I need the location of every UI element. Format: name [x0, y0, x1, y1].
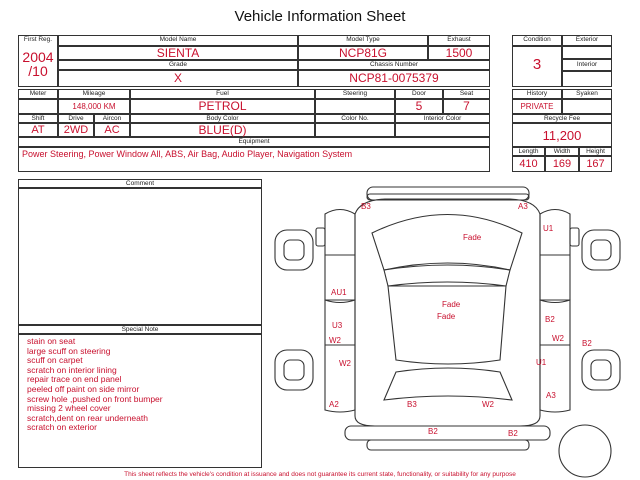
- special-note-label: Special Note: [121, 326, 159, 333]
- model-type-label: Model Type: [346, 36, 380, 43]
- wheel-rear-left: [275, 350, 313, 390]
- wheel-front-left-hub: [284, 240, 304, 260]
- hood: [388, 286, 506, 364]
- shift-value: AT: [31, 124, 45, 136]
- mileage-value: 148,000 KM: [72, 102, 116, 111]
- special-note-item: scratch,dent on rear underneath: [27, 412, 148, 423]
- left-rear-panel: [325, 300, 355, 412]
- damage-mark: A3: [518, 202, 528, 211]
- interior-label: Interior: [576, 61, 598, 68]
- wheel-rear-left-hub: [284, 360, 304, 380]
- damage-mark: W2: [339, 359, 351, 368]
- damage-mark: B2: [428, 427, 438, 436]
- fuel-label: Fuel: [216, 90, 229, 97]
- rear-bumper: [345, 426, 550, 440]
- seat-label: Seat: [459, 90, 474, 97]
- drive-value: 2WD: [63, 124, 89, 136]
- steering-label: Steering: [342, 90, 368, 97]
- syaken-label: Syaken: [576, 90, 598, 97]
- damage-mark: U3: [332, 321, 343, 330]
- condition-label: Condition: [523, 36, 551, 43]
- comment-label: Comment: [125, 180, 155, 187]
- first-reg-month: /10: [28, 63, 48, 79]
- meter-label: Meter: [29, 90, 47, 97]
- windshield: [372, 215, 522, 271]
- damage-mark: A3: [546, 391, 556, 400]
- door-label: Door: [411, 90, 427, 97]
- history-value: PRIVATE: [520, 102, 554, 111]
- grade-label: Grade: [168, 61, 188, 68]
- special-note-item: scratch on exterior: [27, 422, 97, 433]
- history-label: History: [526, 90, 548, 97]
- sheet-title: Vehicle Information Sheet: [234, 8, 406, 25]
- equipment-value: Power Steering, Power Window All, ABS, Air Bag, Audio Player, Navigation System: [22, 149, 353, 159]
- special-note-item: screw hole ,pushed on front bumper: [27, 393, 163, 404]
- model-name-label: Model Name: [159, 36, 197, 43]
- wheel-front-right: [582, 230, 620, 270]
- damage-mark: W2: [482, 400, 494, 409]
- hood-line: [384, 265, 510, 286]
- drive-label: Drive: [68, 114, 84, 122]
- damage-mark: U1: [543, 224, 554, 233]
- chassis-number-value: NCP81-0075379: [349, 71, 439, 85]
- wheel-front-left: [275, 230, 313, 270]
- wheel-rear-right: [582, 350, 620, 390]
- body-color-value: BLUE(D): [198, 123, 247, 137]
- damage-mark: B2: [582, 339, 592, 348]
- length-value: 410: [519, 158, 538, 170]
- spare-wheel: [559, 425, 611, 477]
- aircon-value: AC: [104, 124, 120, 136]
- first-reg-year: 2004: [22, 49, 54, 65]
- width-label: Width: [553, 148, 571, 155]
- length-label: Length: [518, 148, 539, 155]
- recycle-fee-label: Recycle Fee: [543, 114, 581, 122]
- condition-value: 3: [532, 56, 542, 73]
- fuel-value: PETROL: [198, 99, 247, 113]
- chassis-number-label: Chassis Number: [369, 61, 419, 68]
- exterior-label: Exterior: [575, 36, 599, 43]
- special-note-item: peeled off paint on side mirror: [27, 383, 140, 394]
- seat-value: 7: [463, 99, 470, 113]
- mileage-label: Mileage: [82, 90, 106, 97]
- exhaust-value: 1500: [445, 46, 473, 60]
- model-type-value: NCP81G: [338, 46, 388, 60]
- damage-mark: B3: [407, 400, 417, 409]
- rear-window: [384, 368, 512, 400]
- color-no-label: Color No.: [341, 114, 369, 122]
- damage-mark: B2: [508, 429, 518, 438]
- interior-color-label: Interior Color: [423, 114, 462, 122]
- damage-mark: B3: [361, 202, 371, 211]
- disclaimer-footer: This sheet reflects the vehicle's condition at issuance and does not guarantee its current state, functionality, or suitability for any purpose: [124, 471, 516, 478]
- height-label: Height: [586, 148, 605, 155]
- special-note-item: stain on seat: [27, 336, 76, 346]
- damage-mark: Fade: [442, 300, 461, 309]
- special-note-item: missing 2 wheel cover: [27, 403, 111, 414]
- car-outline: [275, 187, 620, 477]
- damage-mark: W2: [329, 336, 341, 345]
- recycle-fee-value: 11,200: [542, 128, 582, 143]
- width-value: 169: [552, 158, 572, 170]
- special-note-item: scuff on carpet: [27, 355, 83, 366]
- equipment-label: Equipment: [238, 138, 270, 145]
- damage-mark: Fade: [463, 233, 482, 242]
- left-mirror: [316, 228, 325, 246]
- wheel-rear-right-hub: [591, 360, 611, 380]
- wheel-front-right-hub: [591, 240, 611, 260]
- damage-marks: [329, 202, 592, 438]
- damage-mark: AU1: [331, 288, 347, 297]
- damage-mark: W2: [552, 334, 564, 343]
- model-name-value: SIENTA: [156, 46, 200, 60]
- special-note-item: scratch on interior lining: [27, 364, 117, 375]
- rear-bumper-lower: [367, 440, 529, 450]
- damage-mark: Fade: [437, 312, 456, 321]
- damage-mark: B2: [545, 315, 555, 324]
- shift-label: Shift: [31, 114, 45, 122]
- damage-mark: A2: [329, 400, 339, 409]
- damage-mark: U1: [536, 358, 547, 367]
- right-mirror: [570, 228, 579, 246]
- special-note-item: large scuff on steering: [27, 345, 111, 356]
- first-reg-label: First Reg.: [23, 36, 53, 43]
- door-value: 5: [415, 99, 423, 113]
- aircon-label: Aircon: [102, 114, 122, 122]
- height-value: 167: [586, 158, 605, 170]
- exhaust-label: Exhaust: [447, 36, 471, 43]
- special-note-item: repair trace on end panel: [27, 374, 122, 385]
- grade-value: X: [173, 71, 182, 85]
- body-color-label: Body Color: [206, 114, 239, 122]
